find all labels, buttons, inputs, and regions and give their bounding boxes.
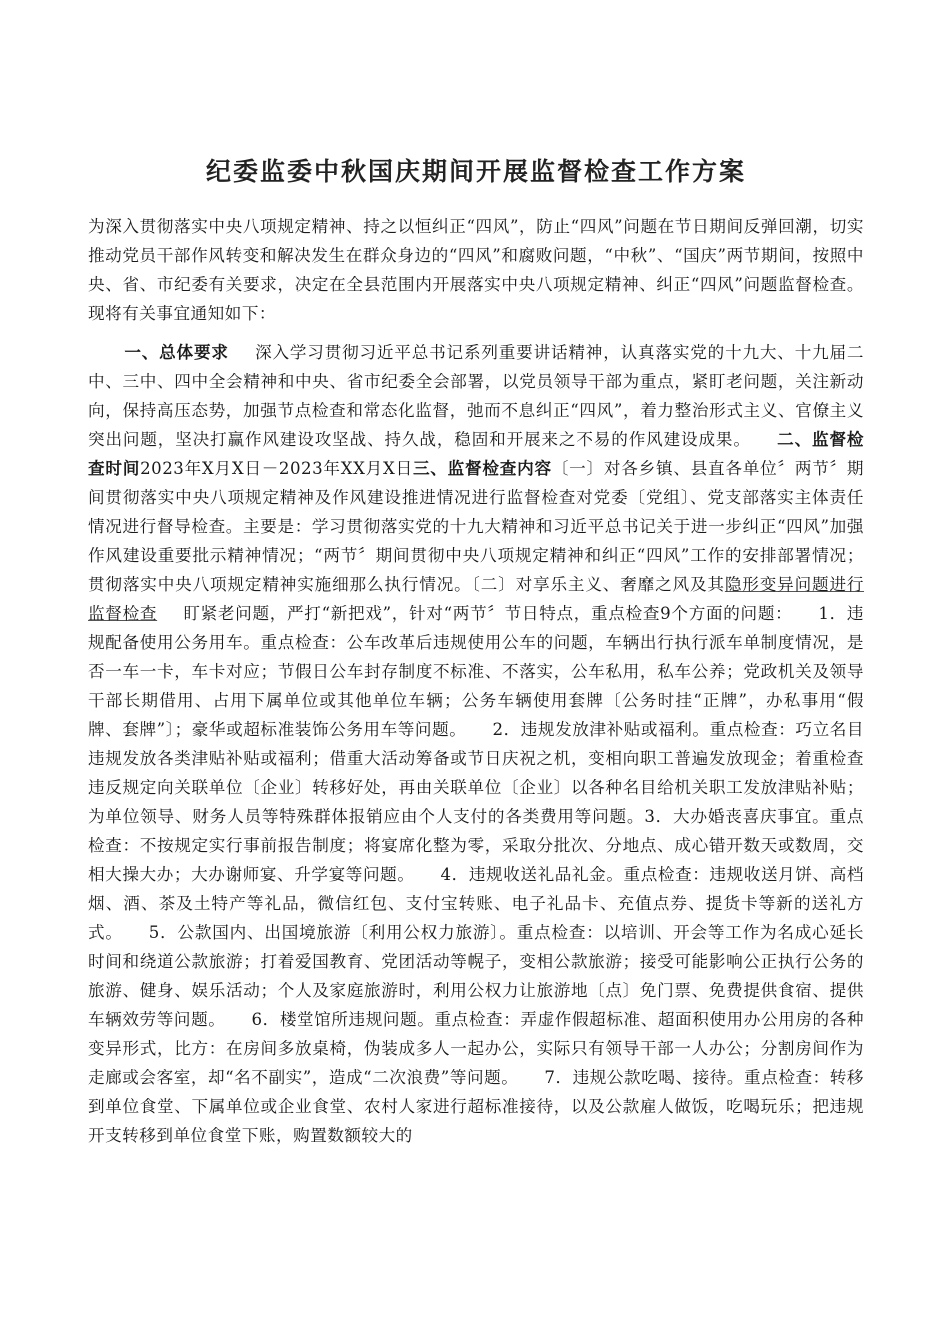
check-item-3: 3．大办婚丧喜庆事宜。重点检查：不按规定实行事前报告制度；将宴席化整为零，采取分批次、分地点、成心错开数天或数周，交相大操大办；大办谢师宴、升学宴等问题。 [88,807,865,884]
document-page [88,150,864,1150]
section3-part2-body: 盯紧老问题，严打“新把戏”，针对“两节〞节日特点，重点检查9个方面的问题： [183,604,793,623]
section1-body: 深入学习贯彻习近平总书记系列重要讲话精神，认真落实党的十九大、十九届二中、三中、四中全会精神和中央、省市纪委全会部署，以党员领导干部为重点，紧盯老问题，关注新动向，保持高压态势，加强节点检查和常态化监督，弛而不息纠正“四风”，着力整治形式主义、官僚主义突出问题，坚决打赢作风建设攻坚战、持久战，稳固和开展来之不易的作风建设成果。 [88,343,865,449]
section1-heading: 一、总体要求 [124,342,229,362]
section3-heading: 三、监督检查内容 [412,458,552,478]
check-item-4: 4．违规收送礼品礼金。重点检查：违规收送月饼、高档烟、酒、茶及土特产等礼品，微信红包、支付宝转账、电子礼品卡、充值点券、提货卡等新的送礼方式。 [88,865,865,942]
document-title: 纪委监委中秋国庆期间开展监督检查工作方案 [205,157,746,186]
check-item-1: 1．违规配备使用公务用车。重点检查：公车改革后违规使用公车的问题，车辆出行执行派车单制度情况，是否一车一卡，车卡对应；节假日公车封存制度不标准、不落实，公车私用，私车公养；党政机关及领导干部长期借用、占用下属单位或其他单位车辆；公务车辆使用套牌〔公务时挂“正牌”，办私事用“假牌、套牌”〕；豪华或超标准装饰公务用车等问题。 [88,604,865,739]
section3-part1: 〔一〕对各乡镇、县直各单位〞两节〞期间贯彻落实中央八项规定精神及作风建设推进情况进行监督检查对党委〔党组〕、党支部落实主体责任情况进行督导检查。主要是：学习贯彻落实党的十九大精神和习近平总书记关于进一步纠正“四风”加强作风建设重要批示精神情况；“两节〞期间贯彻中央八项规定精神和纠正“四风”工作的安排部署情况；贯彻落实中央八项规定精神实施细那么执行情况。〔二〕对享乐主义、奢靡之风及其 [88,459,865,594]
section2-heading: 二、监督检查时间 [88,429,865,478]
intro-paragraph: 为深入贯彻落实中央八项规定精神、持之以恒纠正“四风”，防止“四风”问题在节日期间反弹回潮，切实推动党员干部作风转变和解决发生在群众身边的“四风”和腐败问题，“中秋”、“国庆”两节期间，按照中央、省、市纪委有关要求，决定在全县范围内开展落实中央八项规定精神、纠正“四风”问题监督检查。现将有关事宜通知如下： [88,217,864,323]
check-item-5: 5．公款国内、出国境旅游〔利用公权力旅游〕。重点检查：以培训、开会等工作为名成心延长时间和绕道公款旅游；打着爱国教育、党团活动等幌子，变相公款旅游；接受可能影响公正执行公务的旅游、健身、娱乐活动；个人及家庭旅游时，利用公权力让旅游地〔点〕免门票、免费提供食宿、提供车辆效劳等问题。 [88,923,864,1029]
check-item-7: 7．违规公款吃喝、接待。重点检查：转移到单位食堂、下属单位或企业食堂、农村人家进行超标准接待，以及公款雇人做饭，吃喝玩乐；把违规开支转移到单位食堂下账，购置数额较大的 [88,1068,864,1145]
check-item-2: 2．违规发放津补贴或福利。重点检查：巧立名目违规发放各类津贴补贴或福利；借重大活动筹备或节日庆祝之机，变相向职工普遍发放现金；着重检查违反规定向关联单位〔企业〕转移好处，再由关联单位〔企业〕以各种名目给机关职工发放津贴补贴；为单位领导、财务人员等特殊群体报销应由个人支付的各类费用等问题。 [88,720,864,826]
section3-part2-heading: 隐形变异问题进行监督检查 [88,575,865,623]
body-paragraph [88,338,864,1150]
check-item-6: 6．楼堂馆所违规问题。重点检查：弄虚作假超标准、超面积使用办公用房的各种变异形式，比方：在房间多放桌椅，伪装成多人一起办公，实际只有领导干部一人办公；分割房间作为走廊或会客室，却“名不副实”，造成“二次浪费”等问题。 [88,1010,865,1087]
section2-body: 2023年X月X日－2023年XX月X日 [140,459,413,478]
